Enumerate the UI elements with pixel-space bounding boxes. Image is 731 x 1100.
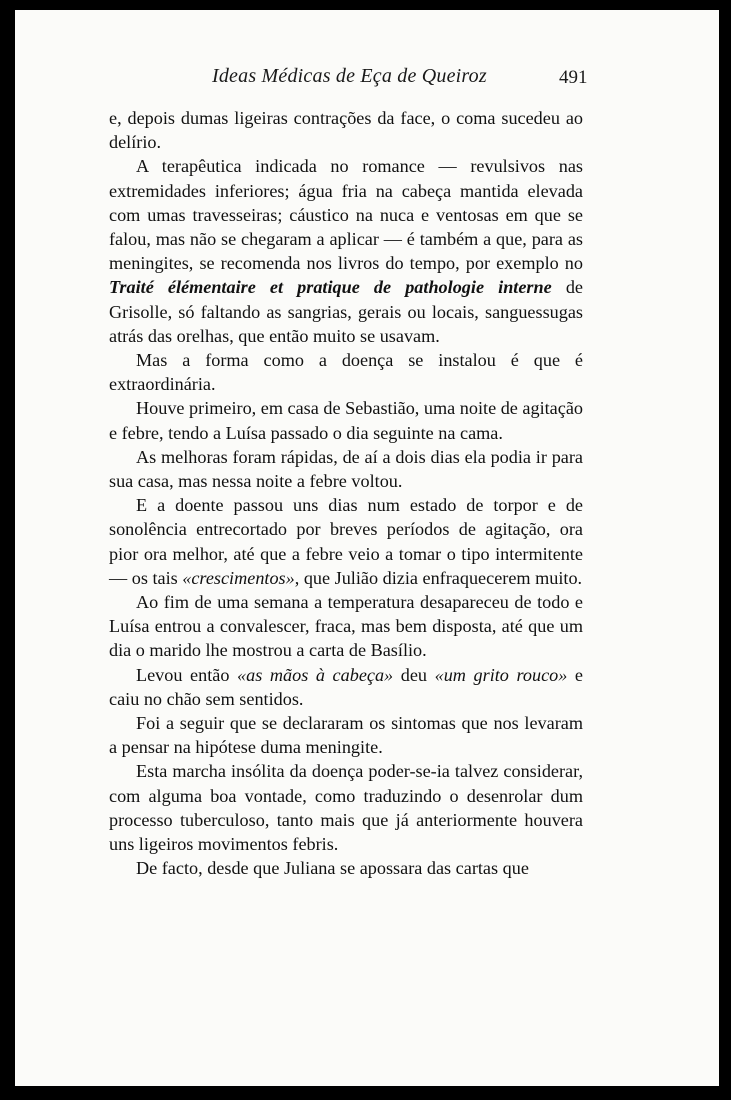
- paragraph-6: [109, 493, 583, 590]
- paragraph-text: A terapêutica indicada no romance — revulsivos nas extremidades inferiores; água fria na cabeça mantida elevada com umas travesseiras; cáustico na nuca e ventosas em que se falou, mas não se chegaram a aplicar — é também a que, para as meningites, se recomenda nos livros do tempo, por exemplo no: [109, 156, 583, 274]
- book-page: [15, 10, 719, 1086]
- paragraph-text: Foi a seguir que se declararam os sintomas que nos levaram a pensar na hipótese duma meningite.: [109, 713, 583, 758]
- paragraph-text: de Grisolle, só faltando as sangrias, gerais ou locais, sanguessugas atrás das orelhas, que então muito se usavam.: [109, 277, 583, 346]
- paragraph-1: [109, 106, 583, 154]
- page-body: [109, 106, 583, 881]
- paragraph-4: [109, 396, 583, 444]
- book-title-citation: Traité élémentaire et pratique de pathologie interne: [109, 277, 552, 298]
- quoted-phrase: «as mãos à cabeça»: [237, 664, 394, 685]
- paragraph-text: As melhoras foram rápidas, de aí a dois dias ela podia ir para sua casa, mas nessa noite a febre voltou.: [109, 446, 583, 492]
- paragraph-11: [109, 856, 583, 880]
- paragraph-10: [109, 759, 583, 856]
- paragraph-text: e caiu no chão sem sentidos.: [109, 664, 584, 709]
- paragraph-text: , que Julião dizia enfraquecerem muito.: [294, 567, 583, 588]
- paragraph-7: [109, 590, 583, 663]
- paragraph-3: [109, 348, 583, 396]
- paragraph-text: De facto, desde que Juliana se apossara das cartas que: [136, 858, 529, 879]
- quoted-term: «crescimentos»: [182, 567, 295, 588]
- paragraph-2: [109, 154, 583, 348]
- paragraph-text: e, depois dumas ligeiras contrações da face, o coma sucedeu ao delírio.: [109, 108, 583, 153]
- paragraph-text: Houve primeiro, em casa de Sebastião, uma noite de agitação e febre, tendo a Luísa passado o dia seguinte na cama.: [109, 398, 583, 443]
- paragraph-text: Esta marcha insólita da doença poder-se-ia talvez considerar, com alguma boa vontade, como traduzindo o desenrolar dum processo tuberculoso, tanto mais que já anteriormente houvera uns ligeiros movimentos febris.: [109, 761, 583, 855]
- paragraph-5: [109, 445, 583, 493]
- running-title: Ideas Médicas de Eça de Queiroz: [212, 65, 487, 87]
- paragraph-9: [109, 711, 583, 759]
- paragraph-text: deu: [393, 664, 435, 685]
- quoted-phrase: «um grito rouco»: [434, 664, 568, 685]
- paragraph-8: [109, 663, 583, 711]
- page-header: [15, 63, 719, 93]
- paragraph-text: Mas a forma como a doença se instalou é que é extraordinária.: [109, 350, 583, 395]
- paragraph-text: Ao fim de uma semana a temperatura desapareceu de todo e Luísa entrou a convalescer, fraca, mas bem disposta, até que um dia o marido lhe mostrou a carta de Basílio.: [109, 592, 583, 661]
- paragraph-text: Levou então: [136, 664, 238, 685]
- paragraph-text: E a doente passou uns dias num estado de torpor e de sonolência entrecortado por breves períodos de agitação, ora pior ora melhor, até que a febre veio a tomar o tipo intermitente — os tais: [109, 495, 583, 588]
- page-number: 491: [559, 67, 588, 88]
